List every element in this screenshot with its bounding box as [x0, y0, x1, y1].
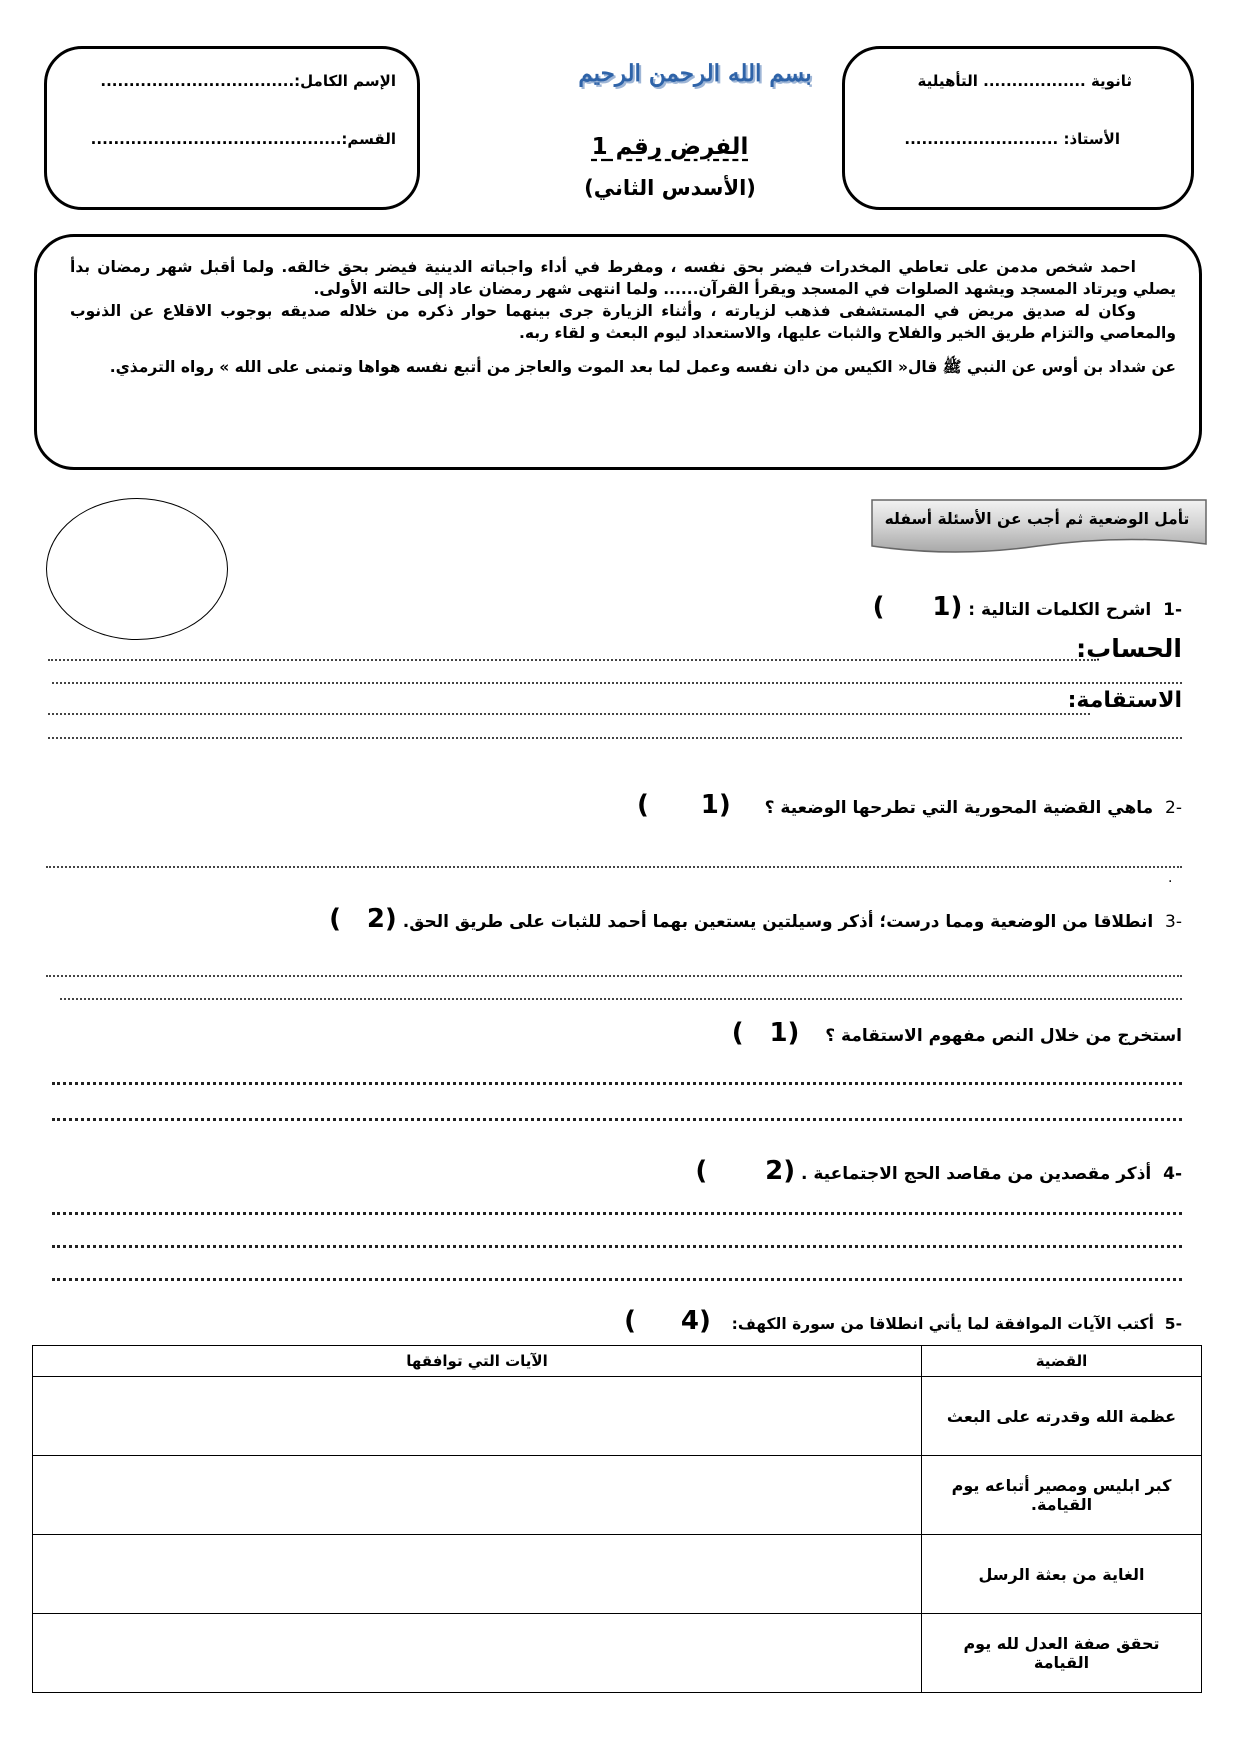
answer-line-4b	[52, 1245, 1182, 1248]
teacher-label: الأستاذ: ...........................	[904, 130, 1120, 148]
question-3-number: -3	[1165, 912, 1182, 932]
question-2-number: -2	[1165, 798, 1182, 818]
basmala-text: بسم الله الرحمن الرحيم	[578, 59, 812, 87]
exam-title: الفرض رقم 1	[591, 134, 749, 160]
question-2-text: ماهي القضية المحورية التي تطرحها الوضعية ؟	[764, 798, 1154, 818]
question-1-text: اشرح الكلمات التالية :	[968, 600, 1152, 620]
verses-table	[32, 1345, 1202, 1693]
instruction-banner-text: تأمل الوضعية ثم أجب عن الأسئلة أسفله	[884, 510, 1190, 528]
header-topic: القضية	[922, 1346, 1202, 1377]
question-5-text: أكتب الآيات الموافقة لما يأتي انطلاقا من سورة الكهف:	[731, 1315, 1154, 1333]
question-5-number: -5	[1164, 1315, 1182, 1333]
row-2-answer-cell[interactable]	[33, 1456, 922, 1535]
question-2	[637, 790, 1182, 820]
table-header-row	[33, 1346, 1202, 1377]
question-4	[695, 1156, 1182, 1186]
row-4-topic: تحقق صفة العدل لله يوم القيامة	[922, 1614, 1202, 1693]
school-info-box	[842, 46, 1194, 210]
stray-mark: .	[1168, 870, 1173, 886]
question-1-number: -1	[1163, 600, 1182, 620]
question-3b-text: استخرج من خلال النص مفهوم الاستقامة ؟	[825, 1026, 1182, 1046]
question-3b	[732, 1018, 1182, 1048]
question-5	[624, 1306, 1182, 1336]
header-verses: الآيات التي توافقها	[33, 1346, 922, 1377]
answer-line-4c	[52, 1278, 1182, 1281]
question-2-score-close: )	[637, 790, 649, 820]
table-row	[33, 1456, 1202, 1535]
exam-subtitle: (الأسدس الثاني)	[584, 176, 756, 200]
answer-line-3a	[46, 975, 1182, 977]
answer-line-4a	[52, 1212, 1182, 1215]
table-row	[33, 1377, 1202, 1456]
answer-line-1d	[48, 737, 1182, 739]
term-istiqama: الاستقامة:	[1067, 688, 1182, 713]
row-4-answer-cell[interactable]	[33, 1614, 922, 1693]
table-row	[33, 1614, 1202, 1693]
question-4-score-close: )	[695, 1156, 708, 1186]
situation-paragraph-2: وكان له صديق مريض في المستشفى فذهب لزيارته ، وأثناء الزيارة جرى بينهما حوار ذكره من خلاله صديقه بوجوب الاقلاع عن الذنوب والمعاصي والتزام طريق الخير والفلاح والثبات عليها، والاستعداد ليوم البعث و لقاء ربه.	[70, 302, 1176, 342]
question-1-score-close: )	[872, 592, 885, 622]
question-4-score: (2	[765, 1156, 796, 1186]
question-3-score: (2	[366, 904, 397, 934]
answer-line-3d	[52, 1118, 1182, 1121]
question-3-score-close: )	[329, 904, 341, 934]
school-label: ثانوية .................. التأهيلية	[917, 72, 1132, 90]
row-2-topic: كبر ابليس ومصير أتباعه يوم القيامة.	[922, 1456, 1202, 1535]
answer-line-3b	[60, 998, 1182, 1000]
question-1	[873, 592, 1182, 622]
question-1-score: (1	[932, 592, 963, 622]
row-3-topic: الغاية من بعثة الرسل	[922, 1535, 1202, 1614]
situation-text	[70, 256, 1176, 378]
question-3-text: انطلاقا من الوضعية ومما درست؛ أذكر وسيلتين يستعين بهما أحمد للثبات على طريق الحق.	[402, 912, 1154, 932]
row-1-answer-cell[interactable]	[33, 1377, 922, 1456]
question-4-number: -4	[1163, 1164, 1182, 1184]
question-2-score: (1	[700, 790, 731, 820]
hadith-quote: عن شداد بن أوس عن النبي ﷺ قال« الكيس من دان نفسه وعمل لما بعد الموت والعاجز من أتبع نفسه هواها وتمنى على الله » رواه الترمذي.	[109, 358, 1176, 376]
answer-line-1b	[52, 682, 1182, 684]
question-5-score: (4	[680, 1306, 711, 1336]
question-5-score-close: )	[624, 1306, 637, 1336]
student-info-box	[44, 46, 420, 210]
row-1-topic: عظمة الله وقدرته على البعث	[922, 1377, 1202, 1456]
term-hisab: الحساب:	[1076, 634, 1182, 663]
answer-line-1c	[48, 713, 1090, 715]
grade-circle	[46, 498, 228, 640]
question-3b-score-close: )	[731, 1018, 744, 1048]
answer-line-2a	[46, 866, 1182, 868]
question-3	[329, 904, 1182, 934]
question-3b-score: (1	[769, 1018, 800, 1048]
row-3-answer-cell[interactable]	[33, 1535, 922, 1614]
question-4-text: أذكر مقصدين من مقاصد الحج الاجتماعية .	[801, 1164, 1152, 1184]
full-name-label: الإسم الكامل:..................................	[100, 72, 396, 90]
class-label: القسم:............................................	[90, 130, 396, 148]
situation-paragraph-1: احمد شخص مدمن على تعاطي المخدرات فيضر بحق نفسه ، ومفرط في أداء واجباته الدينية فيضر بحق خالقه. ولما أقبل شهر رمضان بدأ يصلي ويرتاد المسجد ويشهد الصلوات في المسجد ويقرأ القرآن...... ولما انتهى شهر رمضان عاد إلى حالته الأولى.	[70, 258, 1176, 298]
basmala-calligraphy	[578, 38, 812, 108]
table-row	[33, 1535, 1202, 1614]
answer-line-3c	[52, 1082, 1182, 1085]
answer-line-1a	[48, 659, 1096, 661]
